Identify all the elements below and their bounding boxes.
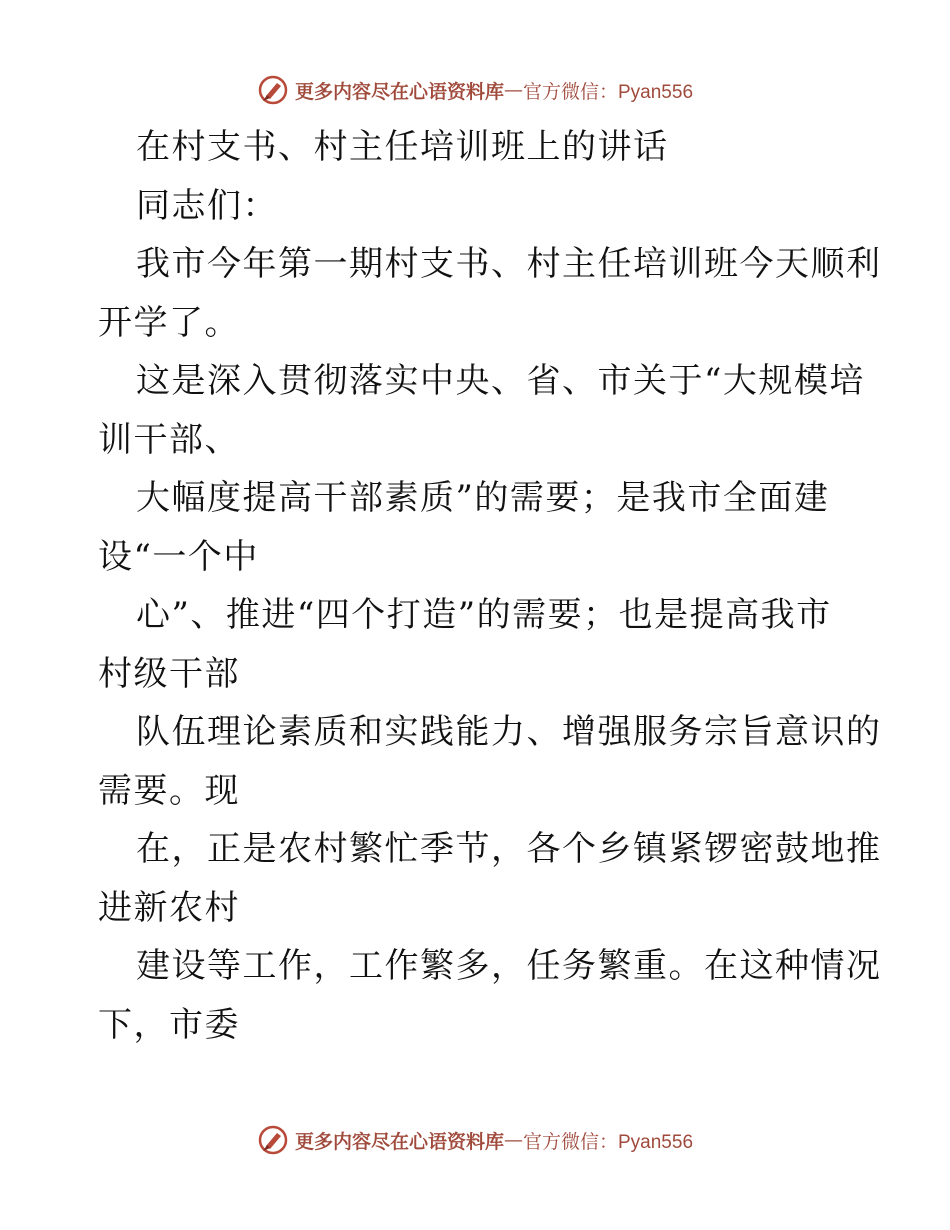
- text-line: 在，正是农村繁忙季节，各个乡镇紧锣密鼓地推: [136, 829, 882, 869]
- text-line: 开学了。: [98, 302, 240, 343]
- text-line: 设“一个中: [98, 536, 259, 577]
- text-line: 心”、推进“四个打造”的需要；也是提高我市: [136, 595, 832, 635]
- text-line: 建设等工作，工作繁多，任务繁重。在这种情况: [136, 946, 882, 986]
- text-line: 需要。现: [98, 770, 240, 811]
- banner-main-text: 更多内容尽在心语资料库: [294, 80, 504, 103]
- pen-logo-icon: [257, 74, 289, 106]
- banner-wechat-text: 官方微信：Pyan556: [523, 1131, 694, 1153]
- document-body: [98, 118, 882, 1054]
- text-line: 队伍理论素质和实践能力、增强服务宗旨意识的: [136, 712, 882, 752]
- text-line: 村级干部: [98, 653, 240, 694]
- header-banner: [0, 70, 950, 110]
- banner-separator: —: [504, 1129, 523, 1151]
- text-line: 训干部、: [98, 419, 240, 460]
- text-line: 这是深入贯彻落实中央、省、市关于“大规模培: [136, 361, 865, 401]
- text-line: 下，市委: [98, 1004, 240, 1045]
- text-line: 在村支书、村主任培训班上的讲话: [136, 127, 669, 167]
- banner-separator: —: [504, 79, 523, 101]
- text-line: 进新农村: [98, 887, 240, 928]
- text-line: 同志们：: [136, 185, 278, 226]
- text-line: 我市今年第一期村支书、村主任培训班今天顺利: [136, 244, 882, 284]
- banner-wechat-text: 官方微信：Pyan556: [523, 81, 694, 103]
- banner-main-text: 更多内容尽在心语资料库: [294, 1130, 504, 1153]
- footer-banner: [0, 1120, 950, 1160]
- pen-logo-icon: [257, 1124, 289, 1156]
- text-line: 大幅度提高干部素质”的需要；是我市全面建: [136, 478, 830, 518]
